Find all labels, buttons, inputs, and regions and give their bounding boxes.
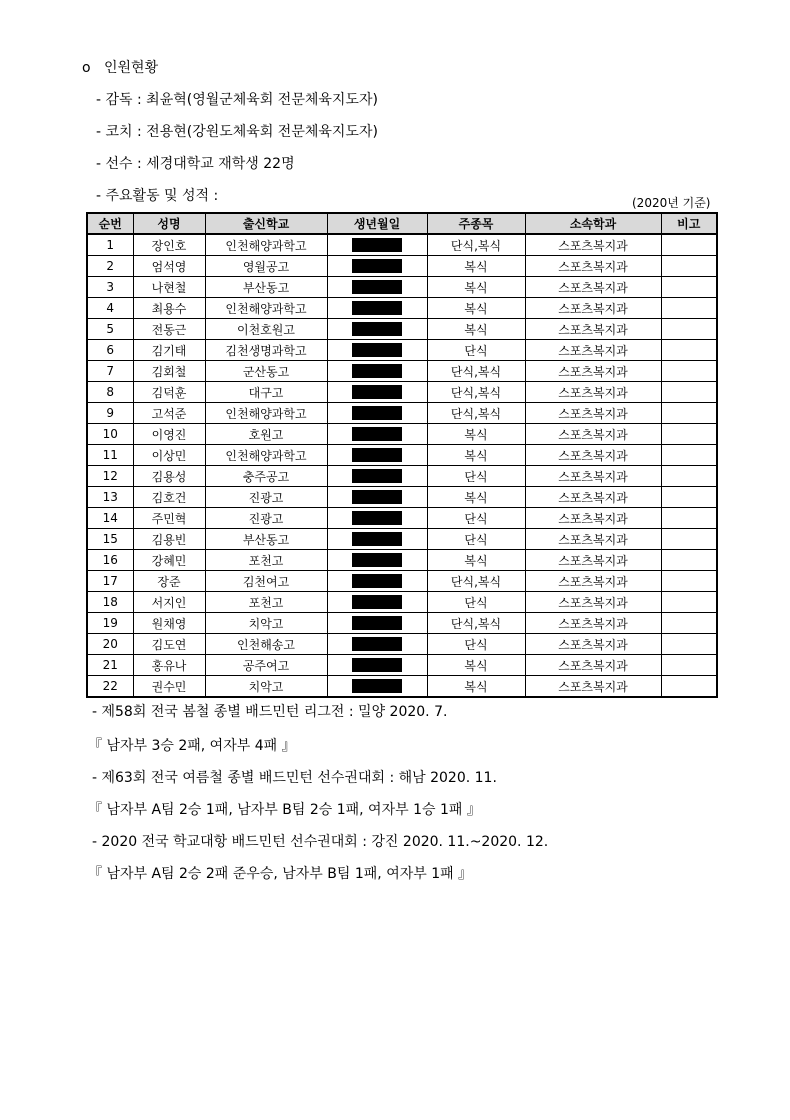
cell-name: 최용수: [133, 298, 205, 319]
table-row: [87, 613, 717, 634]
heading-text: 인원현황: [104, 60, 159, 76]
cell-no: 5: [87, 319, 133, 340]
cell-school: 부산동고: [205, 529, 327, 550]
cell-event: 복식: [427, 319, 525, 340]
cell-department: 스포츠복지과: [525, 634, 661, 655]
cell-event: 단식: [427, 592, 525, 613]
table-row: [87, 403, 717, 424]
cell-department: 스포츠복지과: [525, 340, 661, 361]
cell-name: 김용빈: [133, 529, 205, 550]
players-line: - 선수 : 세경대학교 재학생 22명: [96, 156, 295, 172]
cell-birthdate: [327, 277, 427, 298]
cell-school: 김천생명과학고: [205, 340, 327, 361]
cell-note: [661, 361, 717, 382]
cell-note: [661, 319, 717, 340]
cell-department: 스포츠복지과: [525, 550, 661, 571]
cell-no: 22: [87, 676, 133, 698]
cell-birthdate: [327, 529, 427, 550]
cell-event: 복식: [427, 676, 525, 698]
table-header-row: [87, 213, 717, 234]
table-row: [87, 571, 717, 592]
cell-birthdate: [327, 445, 427, 466]
table-row: [87, 634, 717, 655]
cell-birthdate: [327, 340, 427, 361]
redacted-birthdate: [352, 679, 402, 693]
cell-school: 이천호원고: [205, 319, 327, 340]
cell-name: 주민혁: [133, 508, 205, 529]
cell-note: [661, 298, 717, 319]
activities-title: - 주요활동 및 성적 :: [96, 188, 219, 204]
cell-school: 군산동고: [205, 361, 327, 382]
header-name: 성명: [133, 213, 205, 234]
cell-no: 17: [87, 571, 133, 592]
cell-birthdate: [327, 634, 427, 655]
cell-no: 21: [87, 655, 133, 676]
table-row: [87, 529, 717, 550]
cell-name: 장준: [133, 571, 205, 592]
cell-birthdate: [327, 550, 427, 571]
cell-school: 치악고: [205, 676, 327, 698]
cell-note: [661, 487, 717, 508]
cell-department: 스포츠복지과: [525, 613, 661, 634]
redacted-birthdate: [352, 343, 402, 357]
header-no: 순번: [87, 213, 133, 234]
redacted-birthdate: [352, 280, 402, 294]
cell-name: 김덕훈: [133, 382, 205, 403]
cell-department: 스포츠복지과: [525, 487, 661, 508]
redacted-birthdate: [352, 658, 402, 672]
cell-department: 스포츠복지과: [525, 319, 661, 340]
cell-department: 스포츠복지과: [525, 466, 661, 487]
cell-note: [661, 676, 717, 698]
cell-note: [661, 382, 717, 403]
redacted-birthdate: [352, 469, 402, 483]
cell-event: 단식,복식: [427, 361, 525, 382]
cell-event: 복식: [427, 655, 525, 676]
cell-note: [661, 529, 717, 550]
cell-department: 스포츠복지과: [525, 277, 661, 298]
table-row: [87, 319, 717, 340]
cell-birthdate: [327, 466, 427, 487]
activity-3-result: 『 남자부 A팀 2승 2패 준우승, 남자부 B팀 1패, 여자부 1패 』: [88, 866, 473, 882]
redacted-birthdate: [352, 427, 402, 441]
cell-birthdate: [327, 298, 427, 319]
cell-school: 포천고: [205, 592, 327, 613]
cell-event: 단식,복식: [427, 382, 525, 403]
cell-no: 11: [87, 445, 133, 466]
cell-department: 스포츠복지과: [525, 424, 661, 445]
cell-note: [661, 571, 717, 592]
cell-event: 단식,복식: [427, 234, 525, 256]
cell-school: 대구고: [205, 382, 327, 403]
cell-note: [661, 592, 717, 613]
table-row: [87, 256, 717, 277]
cell-note: [661, 340, 717, 361]
cell-name: 고석준: [133, 403, 205, 424]
cell-name: 원채영: [133, 613, 205, 634]
cell-department: 스포츠복지과: [525, 655, 661, 676]
cell-department: 스포츠복지과: [525, 256, 661, 277]
cell-birthdate: [327, 571, 427, 592]
cell-no: 16: [87, 550, 133, 571]
cell-name: 엄석영: [133, 256, 205, 277]
table-row: [87, 382, 717, 403]
table-row: [87, 445, 717, 466]
table-row: [87, 424, 717, 445]
cell-school: 충주공고: [205, 466, 327, 487]
cell-school: 치악고: [205, 613, 327, 634]
cell-note: [661, 234, 717, 256]
activity-2-result: 『 남자부 A팀 2승 1패, 남자부 B팀 2승 1패, 여자부 1승 1패 』: [88, 802, 481, 818]
cell-note: [661, 634, 717, 655]
cell-school: 인천해양과학고: [205, 298, 327, 319]
cell-birthdate: [327, 424, 427, 445]
cell-department: 스포츠복지과: [525, 508, 661, 529]
activity-1-result: 『 남자부 3승 2패, 여자부 4패 』: [88, 738, 296, 754]
cell-no: 1: [87, 234, 133, 256]
cell-note: [661, 508, 717, 529]
cell-department: 스포츠복지과: [525, 592, 661, 613]
cell-no: 6: [87, 340, 133, 361]
cell-department: 스포츠복지과: [525, 382, 661, 403]
cell-name: 김회철: [133, 361, 205, 382]
cell-birthdate: [327, 613, 427, 634]
roster-body: [87, 234, 717, 697]
redacted-birthdate: [352, 322, 402, 336]
cell-no: 18: [87, 592, 133, 613]
cell-birthdate: [327, 592, 427, 613]
table-row: [87, 277, 717, 298]
redacted-birthdate: [352, 364, 402, 378]
cell-event: 단식,복식: [427, 571, 525, 592]
cell-department: 스포츠복지과: [525, 298, 661, 319]
redacted-birthdate: [352, 301, 402, 315]
cell-name: 서지인: [133, 592, 205, 613]
cell-no: 12: [87, 466, 133, 487]
cell-no: 9: [87, 403, 133, 424]
redacted-birthdate: [352, 595, 402, 609]
header-department: 소속학과: [525, 213, 661, 234]
cell-school: 부산동고: [205, 277, 327, 298]
cell-birthdate: [327, 676, 427, 698]
cell-note: [661, 256, 717, 277]
cell-name: 김기태: [133, 340, 205, 361]
cell-name: 전동근: [133, 319, 205, 340]
cell-name: 김도연: [133, 634, 205, 655]
activity-2: - 제63회 전국 여름철 종별 배드민턴 선수권대회 : 해남 2020. 11.: [92, 770, 497, 786]
cell-no: 20: [87, 634, 133, 655]
cell-birthdate: [327, 361, 427, 382]
cell-note: [661, 613, 717, 634]
cell-birthdate: [327, 403, 427, 424]
redacted-birthdate: [352, 490, 402, 504]
cell-no: 19: [87, 613, 133, 634]
redacted-birthdate: [352, 385, 402, 399]
table-row: [87, 592, 717, 613]
cell-event: 단식: [427, 466, 525, 487]
cell-event: 단식,복식: [427, 613, 525, 634]
roster-table: [86, 212, 718, 698]
cell-note: [661, 550, 717, 571]
cell-name: 이상민: [133, 445, 205, 466]
cell-school: 진광고: [205, 508, 327, 529]
cell-name: 홍유나: [133, 655, 205, 676]
cell-name: 김호건: [133, 487, 205, 508]
redacted-birthdate: [352, 553, 402, 567]
cell-note: [661, 655, 717, 676]
cell-note: [661, 277, 717, 298]
heading-bullet: o: [82, 60, 91, 76]
cell-event: 복식: [427, 550, 525, 571]
cell-birthdate: [327, 487, 427, 508]
cell-no: 13: [87, 487, 133, 508]
cell-department: 스포츠복지과: [525, 445, 661, 466]
cell-school: 김천여고: [205, 571, 327, 592]
cell-no: 8: [87, 382, 133, 403]
cell-event: 단식: [427, 634, 525, 655]
table-row: [87, 234, 717, 256]
cell-birthdate: [327, 655, 427, 676]
cell-no: 15: [87, 529, 133, 550]
cell-department: 스포츠복지과: [525, 403, 661, 424]
cell-note: [661, 403, 717, 424]
cell-name: 권수민: [133, 676, 205, 698]
cell-school: 포천고: [205, 550, 327, 571]
cell-note: [661, 445, 717, 466]
redacted-birthdate: [352, 259, 402, 273]
cell-event: 복식: [427, 277, 525, 298]
redacted-birthdate: [352, 238, 402, 252]
cell-name: 김용성: [133, 466, 205, 487]
head-coach-line: - 감독 : 최윤혁(영월군체육회 전문체육지도자): [96, 92, 378, 108]
cell-event: 복식: [427, 256, 525, 277]
cell-event: 복식: [427, 487, 525, 508]
cell-no: 2: [87, 256, 133, 277]
cell-note: [661, 424, 717, 445]
redacted-birthdate: [352, 637, 402, 651]
cell-department: 스포츠복지과: [525, 676, 661, 698]
cell-event: 복식: [427, 424, 525, 445]
cell-no: 14: [87, 508, 133, 529]
cell-name: 강혜민: [133, 550, 205, 571]
basis-note: (2020년 기준): [632, 196, 711, 210]
cell-school: 영월공고: [205, 256, 327, 277]
cell-birthdate: [327, 234, 427, 256]
cell-name: 나현철: [133, 277, 205, 298]
header-event: 주종목: [427, 213, 525, 234]
header-birthdate: 생년월일: [327, 213, 427, 234]
cell-no: 3: [87, 277, 133, 298]
cell-school: 인천해양과학고: [205, 445, 327, 466]
header-note: 비고: [661, 213, 717, 234]
cell-department: 스포츠복지과: [525, 571, 661, 592]
cell-school: 인천해송고: [205, 634, 327, 655]
table-row: [87, 655, 717, 676]
cell-school: 진광고: [205, 487, 327, 508]
activity-1: - 제58회 전국 봄철 종별 배드민턴 리그전 : 밀양 2020. 7.: [92, 704, 448, 720]
cell-school: 인천해양과학고: [205, 403, 327, 424]
cell-name: 장인호: [133, 234, 205, 256]
cell-birthdate: [327, 256, 427, 277]
table-row: [87, 298, 717, 319]
cell-birthdate: [327, 319, 427, 340]
cell-event: 복식: [427, 445, 525, 466]
cell-school: 인천해양과학고: [205, 234, 327, 256]
redacted-birthdate: [352, 511, 402, 525]
cell-event: 단식: [427, 340, 525, 361]
cell-no: 7: [87, 361, 133, 382]
cell-no: 4: [87, 298, 133, 319]
activity-3: - 2020 전국 학교대항 배드민턴 선수권대회 : 강진 2020. 11.~2020. 12.: [92, 834, 549, 850]
coach-line: - 코치 : 전용현(강원도체육회 전문체육지도자): [96, 124, 378, 140]
table-row: [87, 676, 717, 698]
redacted-birthdate: [352, 406, 402, 420]
cell-event: 복식: [427, 298, 525, 319]
cell-birthdate: [327, 382, 427, 403]
cell-event: 단식: [427, 508, 525, 529]
cell-department: 스포츠복지과: [525, 234, 661, 256]
table-row: [87, 487, 717, 508]
cell-department: 스포츠복지과: [525, 361, 661, 382]
table-row: [87, 361, 717, 382]
table-row: [87, 508, 717, 529]
cell-birthdate: [327, 508, 427, 529]
cell-event: 단식,복식: [427, 403, 525, 424]
redacted-birthdate: [352, 532, 402, 546]
cell-department: 스포츠복지과: [525, 529, 661, 550]
redacted-birthdate: [352, 616, 402, 630]
cell-event: 단식: [427, 529, 525, 550]
redacted-birthdate: [352, 448, 402, 462]
table-row: [87, 550, 717, 571]
cell-note: [661, 466, 717, 487]
table-row: [87, 340, 717, 361]
cell-school: 호원고: [205, 424, 327, 445]
header-school: 출신학교: [205, 213, 327, 234]
cell-school: 공주여고: [205, 655, 327, 676]
section-heading: [82, 58, 158, 78]
cell-name: 이영진: [133, 424, 205, 445]
table-row: [87, 466, 717, 487]
cell-no: 10: [87, 424, 133, 445]
redacted-birthdate: [352, 574, 402, 588]
